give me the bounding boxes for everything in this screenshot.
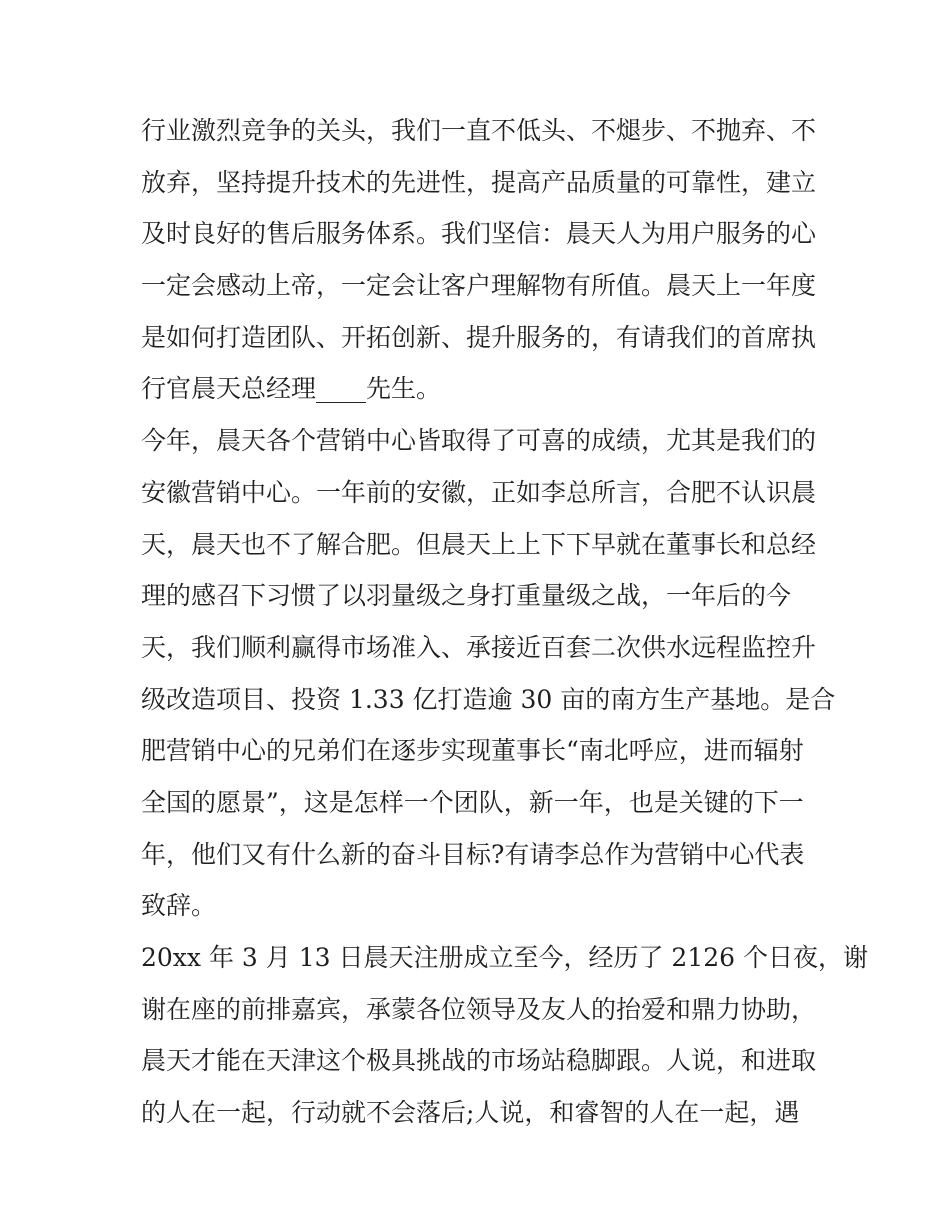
text-line: 天，我们顺利赢得市场准入、承接近百套二次供水远程监控升: [141, 632, 817, 662]
text-line: 行官晨天总经理____先生。: [141, 374, 442, 404]
text-line: 放弃，坚持提升技术的先进性，提高产品质量的可靠性，建立: [141, 167, 817, 197]
text-line: 天，晨天也不了解合肥。但晨天上上下下早就在董事长和总经: [141, 529, 817, 559]
text-line: 一定会感动上帝，一定会让客户理解物有所值。晨天上一年度: [141, 271, 817, 301]
text-line: 级改造项目、投资 1.33 亿打造逾 30 亩的南方生产基地。是合: [141, 684, 836, 714]
text-line: 20xx 年 3 月 13 日晨天注册成立至今，经历了 2126 个日夜，谢: [141, 943, 868, 972]
text-line: 安徽营销中心。一年前的安徽，正如李总所言，合肥不认识晨: [141, 477, 817, 507]
text-line: 晨天才能在天津这个极具挑战的市场站稳脚跟。人说，和进取: [141, 1046, 817, 1076]
text-line: 谢在座的前排嘉宾，承蒙各位领导及友人的抬爱和鼎力协助，: [141, 994, 817, 1024]
text-line: 全国的愿景”，这是怎样一个团队，新一年，也是关键的下一: [141, 787, 804, 817]
text-line: 年，他们又有什么新的奋斗目标?有请李总作为营销中心代表: [141, 839, 805, 869]
text-line: 及时良好的售后服务体系。我们坚信：晨天人为用户服务的心: [141, 219, 817, 249]
body-text: [141, 105, 868, 1139]
text-line: 肥营销中心的兄弟们在逐步实现董事长“南北呼应，进而辐射: [141, 736, 804, 766]
text-line: 理的感召下习惯了以羽量级之身打重量级之战，一年后的今: [141, 581, 792, 611]
text-line: 致辞。: [141, 891, 217, 921]
text-line: 的人在一起，行动就不会落后;人说，和睿智的人在一起，遇: [141, 1098, 800, 1128]
text-line: 今年，晨天各个营销中心皆取得了可喜的成绩，尤其是我们的: [141, 426, 817, 456]
text-line: 行业激烈竞争的关头，我们一直不低头、不煺步、不抛弃、不: [141, 116, 817, 145]
text-line: 是如何打造团队、开拓创新、提升服务的，有请我们的首席执: [141, 322, 817, 352]
